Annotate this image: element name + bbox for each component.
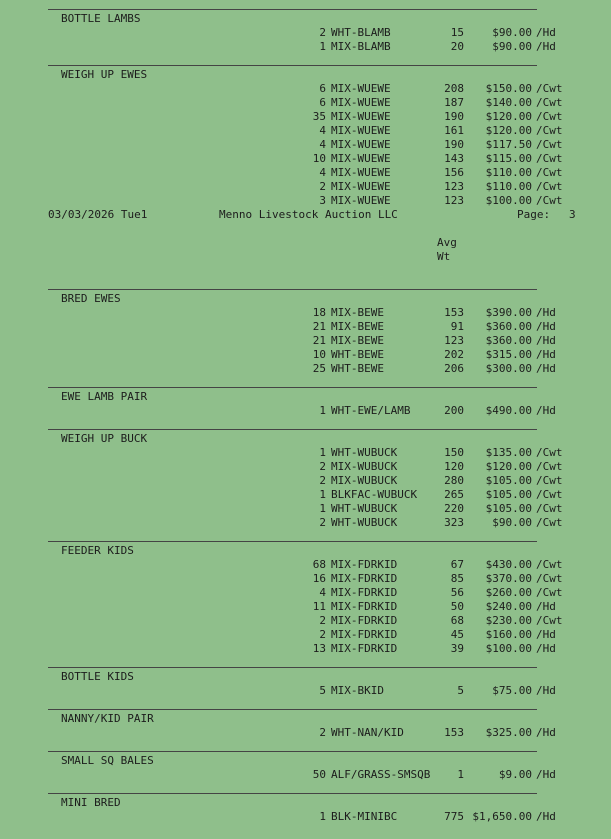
page-number: 3	[569, 208, 576, 221]
avg-weight: 220	[444, 502, 464, 515]
price-unit: /Hd	[536, 726, 556, 739]
price-unit: /Hd	[536, 768, 556, 781]
avg-weight: 161	[444, 124, 464, 137]
section-divider	[48, 9, 537, 10]
price-unit: /Cwt	[536, 586, 563, 599]
section-title: NANNY/KID PAIR	[61, 712, 154, 725]
head-count: 68	[312, 558, 326, 571]
head-count: 21	[312, 334, 326, 347]
item-description: MIX-FDRKID	[331, 586, 398, 599]
head-count: 10	[312, 348, 326, 361]
item-description: MIX-WUEWE	[331, 194, 391, 207]
price: $90.00	[492, 516, 532, 529]
head-count: 18	[312, 306, 326, 319]
price: $260.00	[485, 586, 532, 599]
item-description: MIX-WUBUCK	[331, 460, 398, 473]
head-count: 4	[319, 586, 326, 599]
avg-weight: 143	[444, 152, 464, 165]
avg-weight: 187	[444, 96, 464, 109]
head-count: 4	[319, 124, 326, 137]
avg-weight: 153	[444, 726, 464, 739]
head-count: 2	[319, 628, 326, 641]
item-description: BLKFAC-WUBUCK	[331, 488, 418, 501]
avg-weight: 67	[450, 558, 464, 571]
head-count: 50	[312, 768, 326, 781]
price-unit: /Hd	[536, 642, 556, 655]
avg-weight: 280	[444, 474, 464, 487]
head-count: 2	[319, 180, 326, 193]
price: $90.00	[492, 40, 532, 53]
price: $115.00	[485, 152, 532, 165]
column-header-avg: Avg	[437, 236, 457, 249]
price: $117.50	[485, 138, 532, 151]
item-description: WHT-EWE/LAMB	[331, 404, 411, 417]
price: $490.00	[485, 404, 532, 417]
price: $140.00	[485, 96, 532, 109]
item-description: MIX-BKID	[331, 684, 384, 697]
head-count: 3	[319, 194, 326, 207]
price-unit: /Cwt	[536, 488, 563, 501]
price-unit: /Hd	[536, 26, 556, 39]
head-count: 16	[312, 572, 326, 585]
item-description: MIX-WUEWE	[331, 138, 391, 151]
price-unit: /Cwt	[536, 138, 563, 151]
page-label: Page:	[517, 208, 551, 221]
price: $240.00	[485, 600, 532, 613]
item-description: MIX-FDRKID	[331, 558, 398, 571]
item-description: MIX-WUBUCK	[331, 474, 398, 487]
item-description: MIX-FDRKID	[331, 628, 398, 641]
item-description: MIX-WUEWE	[331, 82, 391, 95]
price: $390.00	[485, 306, 532, 319]
avg-weight: 153	[444, 306, 464, 319]
avg-weight: 45	[450, 628, 464, 641]
avg-weight: 123	[444, 334, 464, 347]
item-description: WHT-NAN/KID	[331, 726, 404, 739]
price: $100.00	[485, 194, 532, 207]
avg-weight: 265	[444, 488, 464, 501]
price: $370.00	[485, 572, 532, 585]
report-date: 03/03/2026 Tue1	[48, 208, 148, 221]
avg-weight: 202	[444, 348, 464, 361]
head-count: 1	[319, 404, 326, 417]
item-description: MIX-FDRKID	[331, 614, 398, 627]
price-unit: /Hd	[536, 628, 556, 641]
price-unit: /Cwt	[536, 110, 563, 123]
avg-weight: 56	[450, 586, 464, 599]
item-description: WHT-WUBUCK	[331, 446, 398, 459]
item-description: MIX-WUEWE	[331, 180, 391, 193]
price-unit: /Hd	[536, 404, 556, 417]
head-count: 2	[319, 474, 326, 487]
section-title: WEIGH UP BUCK	[61, 432, 148, 445]
price-unit: /Cwt	[536, 474, 563, 487]
avg-weight: 200	[444, 404, 464, 417]
section-divider	[48, 387, 537, 388]
price: $90.00	[492, 26, 532, 39]
head-count: 6	[319, 96, 326, 109]
price: $100.00	[485, 642, 532, 655]
price: $1,650.00	[472, 810, 532, 823]
section-title: MINI BRED	[61, 796, 121, 809]
price-unit: /Hd	[536, 348, 556, 361]
price-unit: /Cwt	[536, 558, 563, 571]
price: $430.00	[485, 558, 532, 571]
price: $105.00	[485, 488, 532, 501]
price-unit: /Cwt	[536, 572, 563, 585]
item-description: MIX-FDRKID	[331, 642, 398, 655]
item-description: MIX-FDRKID	[331, 572, 398, 585]
price: $135.00	[485, 446, 532, 459]
section-title: EWE LAMB PAIR	[61, 390, 148, 403]
price-unit: /Hd	[536, 810, 556, 823]
section-title: BOTTLE LAMBS	[61, 12, 141, 25]
item-description: MIX-WUEWE	[331, 166, 391, 179]
price-unit: /Cwt	[536, 166, 563, 179]
price-unit: /Hd	[536, 40, 556, 53]
price: $360.00	[485, 320, 532, 333]
section-divider	[48, 751, 537, 752]
item-description: WHT-BLAMB	[331, 26, 391, 39]
price: $110.00	[485, 180, 532, 193]
price: $360.00	[485, 334, 532, 347]
avg-weight: 85	[450, 572, 464, 585]
section-divider	[48, 289, 537, 290]
price: $150.00	[485, 82, 532, 95]
head-count: 1	[319, 40, 326, 53]
price: $9.00	[498, 768, 532, 781]
head-count: 10	[312, 152, 326, 165]
section-divider	[48, 709, 537, 710]
avg-weight: 50	[450, 600, 464, 613]
price-unit: /Cwt	[536, 516, 563, 529]
head-count: 5	[319, 684, 326, 697]
head-count: 4	[319, 166, 326, 179]
head-count: 2	[319, 614, 326, 627]
item-description: MIX-WUEWE	[331, 96, 391, 109]
avg-weight: 190	[444, 138, 464, 151]
avg-weight: 20	[450, 40, 464, 53]
avg-weight: 150	[444, 446, 464, 459]
price: $120.00	[485, 460, 532, 473]
price-unit: /Cwt	[536, 180, 563, 193]
head-count: 1	[319, 502, 326, 515]
head-count: 2	[319, 726, 326, 739]
avg-weight: 123	[444, 180, 464, 193]
price-unit: /Cwt	[536, 152, 563, 165]
item-description: MIX-WUEWE	[331, 152, 391, 165]
item-description: MIX-BEWE	[331, 334, 384, 347]
price: $300.00	[485, 362, 532, 375]
item-description: MIX-FDRKID	[331, 600, 398, 613]
section-divider	[48, 429, 537, 430]
head-count: 4	[319, 138, 326, 151]
price-unit: /Cwt	[536, 82, 563, 95]
section-title: FEEDER KIDS	[61, 544, 134, 557]
avg-weight: 156	[444, 166, 464, 179]
price-unit: /Hd	[536, 334, 556, 347]
avg-weight: 120	[444, 460, 464, 473]
column-header-wt: Wt	[437, 250, 451, 263]
price: $105.00	[485, 502, 532, 515]
head-count: 1	[319, 446, 326, 459]
price-unit: /Hd	[536, 306, 556, 319]
section-title: BOTTLE KIDS	[61, 670, 134, 683]
avg-weight: 775	[444, 810, 464, 823]
head-count: 21	[312, 320, 326, 333]
head-count: 2	[319, 460, 326, 473]
price: $75.00	[492, 684, 532, 697]
section-divider	[48, 793, 537, 794]
item-description: MIX-WUEWE	[331, 110, 391, 123]
price-unit: /Hd	[536, 600, 556, 613]
avg-weight: 323	[444, 516, 464, 529]
item-description: WHT-WUBUCK	[331, 502, 398, 515]
price: $110.00	[485, 166, 532, 179]
head-count: 13	[312, 642, 326, 655]
avg-weight: 91	[450, 320, 464, 333]
item-description: MIX-BEWE	[331, 320, 384, 333]
section-title: SMALL SQ BALES	[61, 754, 154, 767]
item-description: MIX-BEWE	[331, 306, 384, 319]
price: $120.00	[485, 110, 532, 123]
price: $325.00	[485, 726, 532, 739]
price-unit: /Cwt	[536, 502, 563, 515]
avg-weight: 15	[450, 26, 464, 39]
price: $160.00	[485, 628, 532, 641]
item-description: MIX-WUEWE	[331, 124, 391, 137]
price: $315.00	[485, 348, 532, 361]
head-count: 1	[319, 488, 326, 501]
head-count: 35	[312, 110, 326, 123]
section-title: WEIGH UP EWES	[61, 68, 148, 81]
price-unit: /Hd	[536, 362, 556, 375]
section-divider	[48, 65, 537, 66]
price-unit: /Cwt	[536, 460, 563, 473]
price-unit: /Cwt	[536, 124, 563, 137]
price: $105.00	[485, 474, 532, 487]
avg-weight: 208	[444, 82, 464, 95]
item-description: WHT-BEWE	[331, 362, 384, 375]
head-count: 2	[319, 516, 326, 529]
item-description: WHT-BEWE	[331, 348, 384, 361]
price-unit: /Hd	[536, 684, 556, 697]
item-description: WHT-WUBUCK	[331, 516, 398, 529]
head-count: 25	[312, 362, 326, 375]
avg-weight: 206	[444, 362, 464, 375]
avg-weight: 1	[457, 768, 464, 781]
head-count: 11	[312, 600, 326, 613]
avg-weight: 68	[450, 614, 464, 627]
avg-weight: 39	[450, 642, 464, 655]
company-name: Menno Livestock Auction LLC	[219, 208, 398, 221]
price-unit: /Cwt	[536, 446, 563, 459]
price-unit: /Hd	[536, 320, 556, 333]
head-count: 1	[319, 810, 326, 823]
price-unit: /Cwt	[536, 96, 563, 109]
head-count: 2	[319, 26, 326, 39]
section-title: BRED EWES	[61, 292, 121, 305]
section-divider	[48, 541, 537, 542]
price-unit: /Cwt	[536, 194, 563, 207]
avg-weight: 123	[444, 194, 464, 207]
price: $230.00	[485, 614, 532, 627]
item-description: ALF/GRASS-SMSQB	[331, 768, 431, 781]
price-unit: /Cwt	[536, 614, 563, 627]
avg-weight: 190	[444, 110, 464, 123]
item-description: BLK-MINIBC	[331, 810, 398, 823]
section-divider	[48, 667, 537, 668]
price: $120.00	[485, 124, 532, 137]
avg-weight: 5	[457, 684, 464, 697]
head-count: 6	[319, 82, 326, 95]
item-description: MIX-BLAMB	[331, 40, 391, 53]
